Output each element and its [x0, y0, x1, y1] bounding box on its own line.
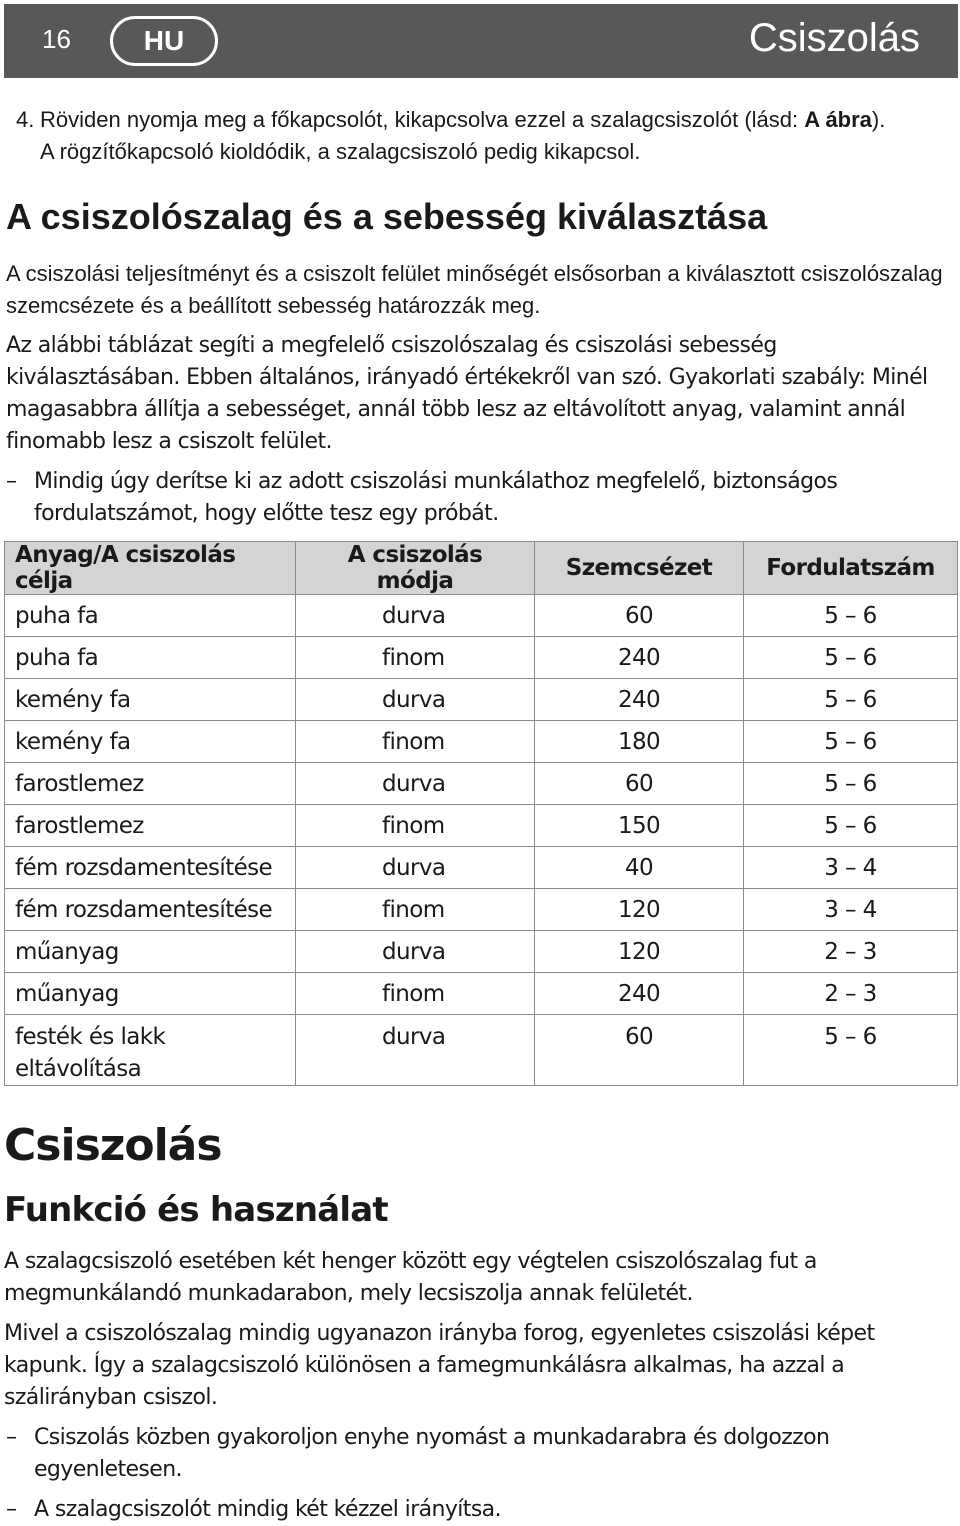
bullet-dash: – — [6, 469, 17, 494]
cell-mode: finom — [296, 805, 535, 847]
cell-material: kemény fa — [5, 679, 296, 721]
section-heading: A csiszolószalag és a sebesség kiválasztása — [6, 196, 768, 237]
cell-mode: durva — [296, 763, 535, 805]
step-text-line2: A rögzítőkapcsoló kioldódik, a szalagcsiszoló pedig kikapcsol. — [40, 139, 641, 164]
cell-grit: 120 — [535, 889, 744, 931]
bullet-dash: – — [6, 1497, 17, 1522]
cell-material: műanyag — [5, 973, 296, 1015]
cell-speed: 2 – 3 — [744, 931, 958, 973]
cell-speed: 2 – 3 — [744, 973, 958, 1015]
cell-speed: 5 – 6 — [744, 1015, 958, 1086]
page-header — [4, 4, 958, 78]
cell-mode: finom — [296, 973, 535, 1015]
figure-reference: A ábra — [804, 107, 872, 132]
cell-mode: finom — [296, 889, 535, 931]
cell-material: festék és lakk eltávolítása — [5, 1015, 296, 1086]
table-row — [5, 847, 958, 889]
cell-grit: 150 — [535, 805, 744, 847]
table-row — [5, 973, 958, 1015]
cell-material: farostlemez — [5, 805, 296, 847]
cell-speed: 3 – 4 — [744, 889, 958, 931]
cell-grit: 60 — [535, 763, 744, 805]
csiszolas-bullet-2 — [6, 1494, 946, 1526]
table-header-row — [5, 542, 958, 595]
table-row — [5, 763, 958, 805]
cell-grit: 60 — [535, 595, 744, 637]
cell-mode: finom — [296, 637, 535, 679]
cell-speed: 5 – 6 — [744, 805, 958, 847]
table-row — [5, 1015, 958, 1086]
csiszolas-bullet-1 — [6, 1422, 946, 1486]
csiszolas-subheading: Funkció és használat — [4, 1190, 388, 1230]
table-row — [5, 595, 958, 637]
cell-speed: 5 – 6 — [744, 721, 958, 763]
step-text: Röviden nyomja meg a főkapcsolót, kikapcsolva ezzel a szalagcsiszolót (lásd: — [40, 107, 805, 132]
cell-speed: 5 – 6 — [744, 637, 958, 679]
cell-material: műanyag — [5, 931, 296, 973]
cell-material: puha fa — [5, 595, 296, 637]
section-paragraph-1: A csiszolási teljesítményt és a csiszolt felület minőségét elsősorban a kiválasztott csiszolószalag szemcsézete és a beállított sebesség határozzák meg. — [6, 261, 943, 318]
header-grit: Szemcsézet — [535, 542, 744, 595]
cell-material: kemény fa — [5, 721, 296, 763]
cell-grit: 120 — [535, 931, 744, 973]
step-number: 4. — [16, 107, 35, 132]
bullet-text: Csiszolás közben gyakoroljon enyhe nyomást a munkadarabra és dolgozzon egyenletesen. — [34, 1425, 830, 1482]
csiszolas-paragraph-1: A szalagcsiszoló esetében két henger között egy végtelen csiszolószalag fut a megmunkálandó munkadarabon, mely lecsiszolja annak felületét. — [4, 1249, 817, 1306]
language-badge: HU — [110, 16, 218, 66]
header-mode: A csiszolás módja — [296, 542, 535, 595]
header-title: Csiszolás — [748, 16, 920, 60]
bullet-text: Mindig úgy derítse ki az adott csiszolási munkálathoz megfelelő, biztonságos fordulatszámot, hogy előtte tesz egy próbát. — [34, 469, 838, 526]
step-text-end: ). — [871, 107, 886, 132]
table-row — [5, 889, 958, 931]
cell-grit: 40 — [535, 847, 744, 889]
step-4 — [16, 104, 946, 168]
sanding-table — [4, 541, 958, 1086]
table-row — [5, 931, 958, 973]
cell-mode: durva — [296, 1015, 535, 1086]
cell-speed: 5 – 6 — [744, 595, 958, 637]
cell-grit: 60 — [535, 1015, 744, 1086]
cell-mode: durva — [296, 847, 535, 889]
section-paragraph-2: Az alábbi táblázat segíti a megfelelő csiszolószalag és csiszolási sebesség kiválasztásában. Ebben általános, irányadó értékekről van szó. Gyakorlati szabály: Minél magasabbra állítja a sebességet, annál több lesz az eltávolított anyag, valamint annál finomabb lesz a csiszolt felület. — [6, 333, 928, 454]
bullet-text: A szalagcsiszolót mindig két kézzel irányítsa. — [34, 1497, 501, 1522]
csiszolas-paragraph-2: Mivel a csiszolószalag mindig ugyanazon irányba forog, egyenletes csiszolási képet kapunk. Így a szalagcsiszoló különösen a famegmunkálásra alkalmas, ha azzal a szálirányban csiszol. — [4, 1321, 875, 1410]
table-row — [5, 679, 958, 721]
header-speed: Fordulatszám — [744, 542, 958, 595]
cell-grit: 180 — [535, 721, 744, 763]
cell-speed: 5 – 6 — [744, 763, 958, 805]
cell-mode: durva — [296, 679, 535, 721]
header-material: Anyag/A csiszolás célja — [5, 542, 296, 595]
cell-grit: 240 — [535, 679, 744, 721]
csiszolas-heading: Csiszolás — [4, 1120, 222, 1171]
cell-grit: 240 — [535, 973, 744, 1015]
cell-grit: 240 — [535, 637, 744, 679]
table-row — [5, 721, 958, 763]
table-row — [5, 805, 958, 847]
bullet-dash: – — [6, 1425, 17, 1450]
cell-material: fém rozsdamentesítése — [5, 889, 296, 931]
cell-mode: durva — [296, 931, 535, 973]
page-number: 16 — [42, 24, 71, 54]
cell-speed: 3 – 4 — [744, 847, 958, 889]
cell-mode: durva — [296, 595, 535, 637]
cell-speed: 5 – 6 — [744, 679, 958, 721]
table-row — [5, 637, 958, 679]
cell-material: fém rozsdamentesítése — [5, 847, 296, 889]
section-bullet — [6, 466, 946, 530]
cell-material: farostlemez — [5, 763, 296, 805]
cell-material: puha fa — [5, 637, 296, 679]
cell-mode: finom — [296, 721, 535, 763]
